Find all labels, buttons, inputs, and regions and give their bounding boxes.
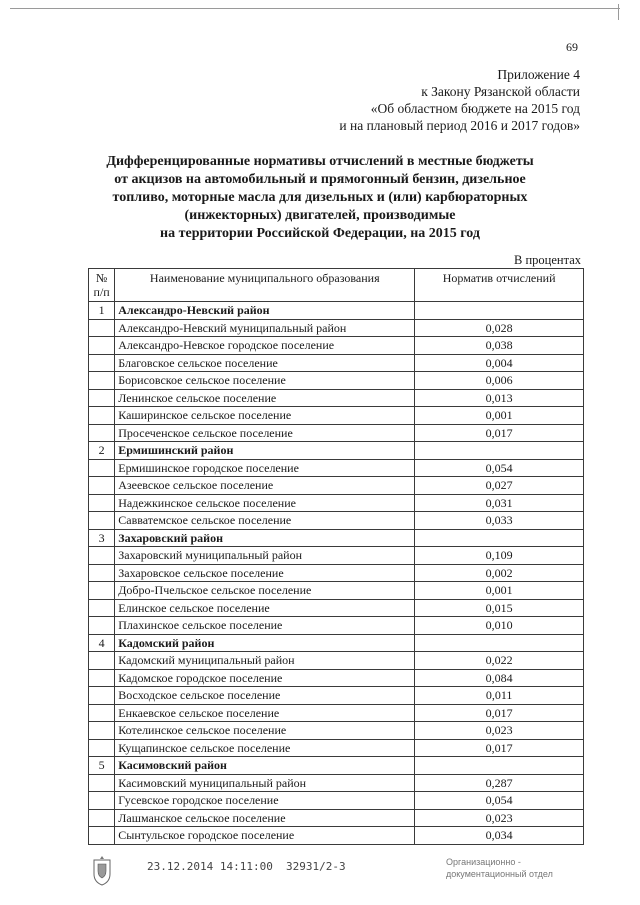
normative-value: 0,002	[415, 564, 584, 582]
table-row	[89, 477, 584, 495]
table-row	[89, 827, 584, 845]
table-row	[89, 704, 584, 722]
normative-value: 0,015	[415, 599, 584, 617]
table-row	[89, 354, 584, 372]
municipality-name: Александро-Невский муниципальный район	[115, 319, 415, 337]
document-title	[60, 153, 580, 243]
row-number-cell	[89, 792, 115, 810]
municipality-name: Енкаевское сельское поселение	[115, 704, 415, 722]
municipality-name: Кадомское городское поселение	[115, 669, 415, 687]
row-number-cell	[89, 424, 115, 442]
group-value-cell	[415, 634, 584, 652]
normative-value: 0,001	[415, 582, 584, 600]
row-number-cell	[89, 617, 115, 635]
municipality-name: Савватемское сельское поселение	[115, 512, 415, 530]
table-row	[89, 407, 584, 425]
municipality-name: Гусевское городское поселение	[115, 792, 415, 810]
group-value-cell	[415, 757, 584, 775]
appendix-line: к Закону Рязанской области	[421, 84, 580, 99]
table-row	[89, 687, 584, 705]
table-group-row	[89, 529, 584, 547]
appendix-line: Приложение 4	[497, 67, 580, 82]
table-row	[89, 792, 584, 810]
normative-value: 0,004	[415, 354, 584, 372]
table-row	[89, 337, 584, 355]
table-row	[89, 617, 584, 635]
municipality-name: Каширинское сельское поселение	[115, 407, 415, 425]
group-value-cell	[415, 302, 584, 320]
municipality-name: Лашманское сельское поселение	[115, 809, 415, 827]
normative-value: 0,027	[415, 477, 584, 495]
group-number: 3	[89, 529, 115, 547]
normative-value: 0,084	[415, 669, 584, 687]
table-row	[89, 494, 584, 512]
table-header-row	[89, 269, 584, 302]
title-line: от акцизов на автомобильный и прямогонный бензин, дизельное	[114, 172, 526, 187]
header-num: № п/п	[89, 269, 115, 302]
row-number-cell	[89, 372, 115, 390]
group-name: Касимовский район	[115, 757, 415, 775]
table-row	[89, 389, 584, 407]
top-corner-mark	[618, 4, 619, 20]
table-row	[89, 512, 584, 530]
title-line: Дифференцированные нормативы отчислений в местные бюджеты	[106, 154, 534, 169]
table-row	[89, 459, 584, 477]
row-number-cell	[89, 459, 115, 477]
normative-value: 0,017	[415, 739, 584, 757]
title-line: (инжекторных) двигателей, производимые	[184, 208, 456, 223]
table-group-row	[89, 302, 584, 320]
row-number-cell	[89, 547, 115, 565]
municipality-name: Надежкинское сельское поселение	[115, 494, 415, 512]
group-name: Ермишинский район	[115, 442, 415, 460]
normative-value: 0,023	[415, 722, 584, 740]
row-number-cell	[89, 704, 115, 722]
group-value-cell	[415, 442, 584, 460]
row-number-cell	[89, 354, 115, 372]
table-body	[89, 302, 584, 845]
row-number-cell	[89, 774, 115, 792]
normative-value: 0,017	[415, 704, 584, 722]
department-line: документационный отдел	[446, 869, 553, 879]
municipality-name: Кадомский муниципальный район	[115, 652, 415, 670]
municipality-name: Борисовское сельское поселение	[115, 372, 415, 390]
department-line: Организационно -	[446, 857, 521, 867]
table-row	[89, 372, 584, 390]
header-name: Наименование муниципального образования	[115, 269, 415, 302]
row-number-cell	[89, 494, 115, 512]
table-row	[89, 809, 584, 827]
municipality-name: Восходское сельское поселение	[115, 687, 415, 705]
municipality-name: Плахинское сельское поселение	[115, 617, 415, 635]
municipality-name: Елинское сельское поселение	[115, 599, 415, 617]
municipality-name: Ермишинское городское поселение	[115, 459, 415, 477]
group-number: 2	[89, 442, 115, 460]
table-row	[89, 547, 584, 565]
normative-value: 0,013	[415, 389, 584, 407]
table-group-row	[89, 757, 584, 775]
row-number-cell	[89, 582, 115, 600]
appendix-header	[339, 66, 580, 134]
municipality-name: Котелинское сельское поселение	[115, 722, 415, 740]
normative-value: 0,031	[415, 494, 584, 512]
municipality-name: Александро-Невское городское поселение	[115, 337, 415, 355]
top-border-line	[10, 8, 620, 9]
row-number-cell	[89, 564, 115, 582]
group-value-cell	[415, 529, 584, 547]
document-footer	[0, 856, 640, 896]
normatives-table	[88, 268, 584, 845]
title-line: на территории Российской Федерации, на 2015 год	[160, 226, 480, 241]
group-name: Кадомский район	[115, 634, 415, 652]
normative-value: 0,109	[415, 547, 584, 565]
table-row	[89, 599, 584, 617]
municipality-name: Захаровский муниципальный район	[115, 547, 415, 565]
row-number-cell	[89, 669, 115, 687]
table-row	[89, 774, 584, 792]
normative-value: 0,010	[415, 617, 584, 635]
normative-value: 0,017	[415, 424, 584, 442]
row-number-cell	[89, 512, 115, 530]
row-number-cell	[89, 407, 115, 425]
unit-note: В процентах	[514, 253, 581, 267]
row-number-cell	[89, 337, 115, 355]
row-number-cell	[89, 477, 115, 495]
footer-department	[446, 856, 553, 880]
table-row	[89, 582, 584, 600]
header-value: Норматив отчислений	[415, 269, 584, 302]
group-number: 4	[89, 634, 115, 652]
normative-value: 0,001	[415, 407, 584, 425]
normative-value: 0,028	[415, 319, 584, 337]
table-row	[89, 319, 584, 337]
table-row	[89, 669, 584, 687]
table-row	[89, 424, 584, 442]
normative-value: 0,034	[415, 827, 584, 845]
table-row	[89, 722, 584, 740]
table-row	[89, 564, 584, 582]
normative-value: 0,054	[415, 792, 584, 810]
table-group-row	[89, 442, 584, 460]
municipality-name: Азеевское сельское поселение	[115, 477, 415, 495]
coat-of-arms-icon	[91, 856, 113, 886]
row-number-cell	[89, 687, 115, 705]
row-number-cell	[89, 389, 115, 407]
municipality-name: Кущапинское сельское поселение	[115, 739, 415, 757]
normative-value: 0,054	[415, 459, 584, 477]
municipality-name: Добро-Пчельское сельское поселение	[115, 582, 415, 600]
appendix-line: и на плановый период 2016 и 2017 годов»	[339, 118, 580, 133]
footer-code: 32931/2-3	[286, 860, 346, 873]
group-name: Захаровский район	[115, 529, 415, 547]
normative-value: 0,011	[415, 687, 584, 705]
normative-value: 0,023	[415, 809, 584, 827]
row-number-cell	[89, 599, 115, 617]
footer-datetime: 23.12.2014 14:11:00	[147, 860, 273, 873]
row-number-cell	[89, 652, 115, 670]
row-number-cell	[89, 722, 115, 740]
appendix-line: «Об областном бюджете на 2015 год	[370, 101, 580, 116]
municipality-name: Ленинское сельское поселение	[115, 389, 415, 407]
table-row	[89, 739, 584, 757]
municipality-name: Благовское сельское поселение	[115, 354, 415, 372]
normative-value: 0,033	[415, 512, 584, 530]
row-number-cell	[89, 827, 115, 845]
row-number-cell	[89, 739, 115, 757]
normative-value: 0,038	[415, 337, 584, 355]
municipality-name: Просеченское сельское поселение	[115, 424, 415, 442]
normative-value: 0,022	[415, 652, 584, 670]
municipality-name: Сынтульское городское поселение	[115, 827, 415, 845]
table-row	[89, 652, 584, 670]
group-number: 1	[89, 302, 115, 320]
group-name: Александро-Невский район	[115, 302, 415, 320]
municipality-name: Захаровское сельское поселение	[115, 564, 415, 582]
normative-value: 0,287	[415, 774, 584, 792]
row-number-cell	[89, 319, 115, 337]
group-number: 5	[89, 757, 115, 775]
normative-value: 0,006	[415, 372, 584, 390]
table-group-row	[89, 634, 584, 652]
municipality-name: Касимовский муниципальный район	[115, 774, 415, 792]
page-number: 69	[566, 40, 578, 54]
row-number-cell	[89, 809, 115, 827]
title-line: топливо, моторные масла для дизельных и (или) карбюраторных	[112, 190, 528, 205]
